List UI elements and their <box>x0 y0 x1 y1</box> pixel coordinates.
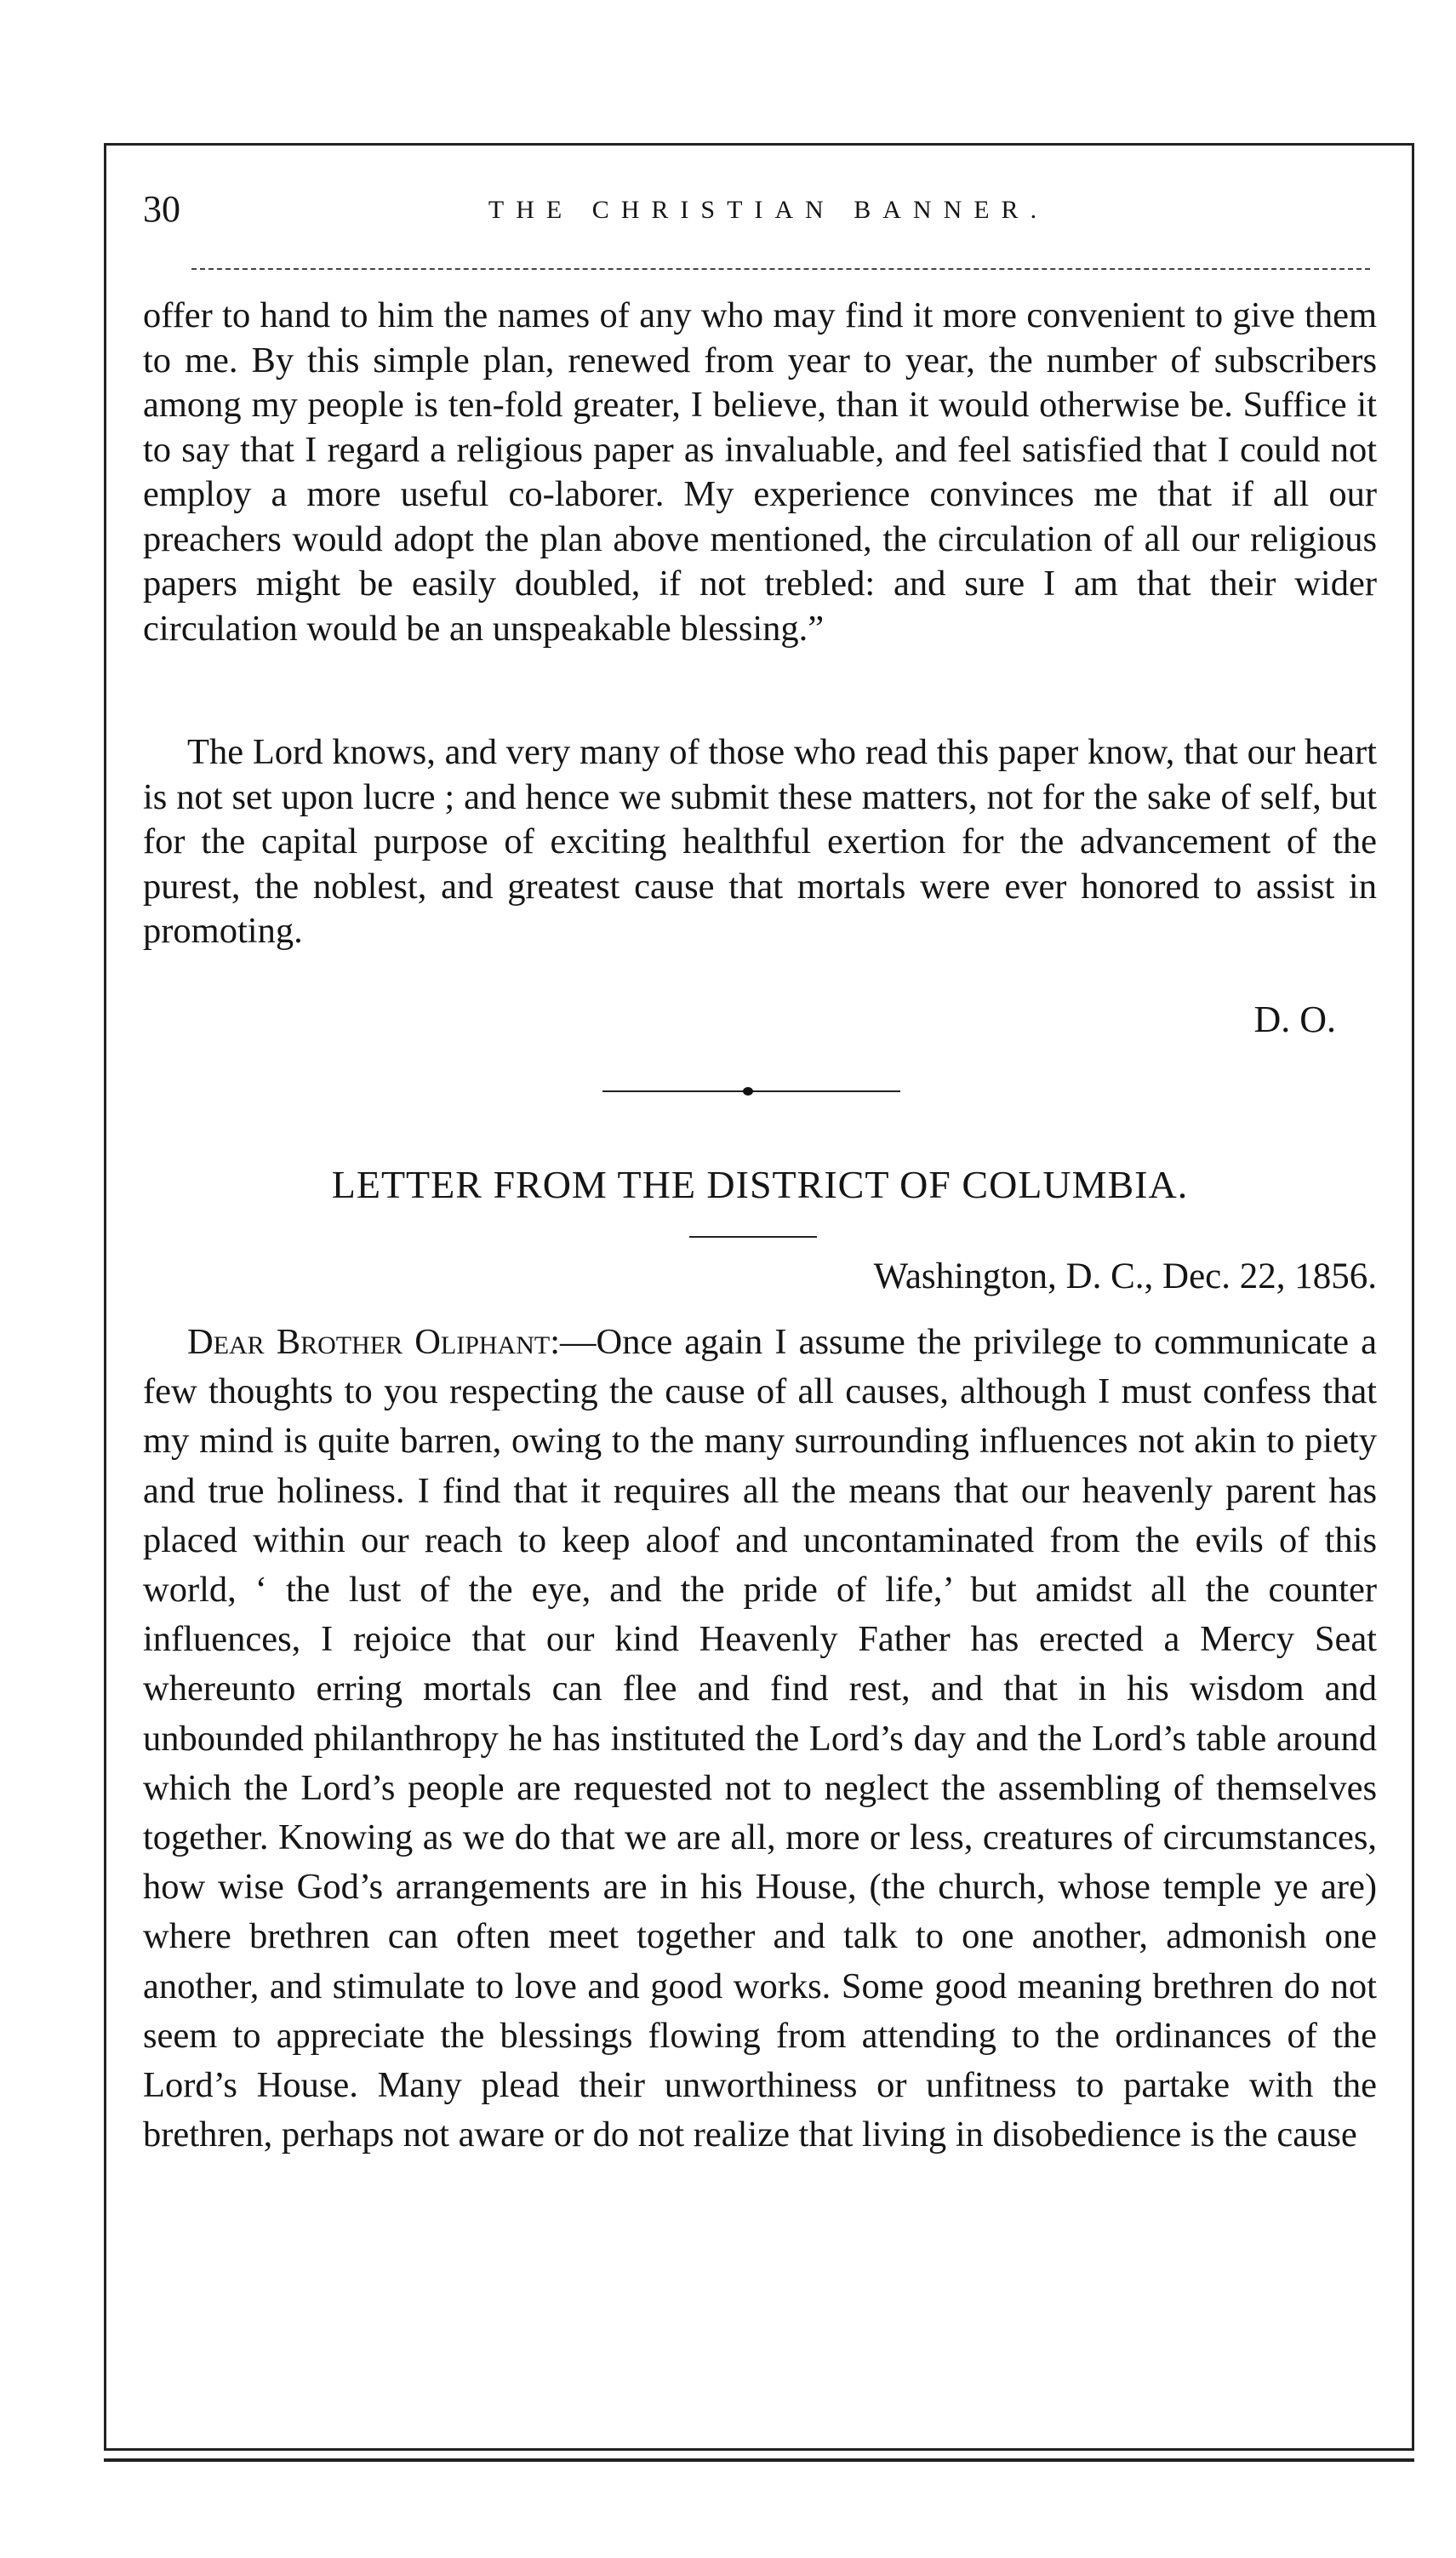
letter-text: :—Once again I assume the privilege to communicate a few thoughts to you respecting the cause of all causes, although I must confess that my mind is quite barren, owing to the many surrounding influences not akin to piety and true holiness. I find that it requires all the means that our heavenly parent has placed within our reach to keep aloof and uncontaminated from the evils of this world, ‘ the lust of the eye, and the pride of life,’ but amidst all the counter influences, I rejoice that our kind Heavenly Father has erected a Mercy Seat whereunto erring mortals can flee and find rest, and that in his wisdom and unbounded philanthropy he has instituted the Lord’s day and the Lord’s table around which the Lord’s people are requested not to neglect the assembling of themselves together. Knowing as we do that we are all, more or less, creatures of circumstances, how wise God’s arrangements are in his House, (the church, whose temple ye are) where brethren can often meet together and talk to one another, admonish one another, and stimulate to love and good works. Some good meaning brethren do not seem to appreciate the blessings flowing from attending to the ordinances of the Lord’s House. Many plead their unworthiness or unfitness to partake with the brethren, perhaps not aware or do not realize that living in disobedience is the cause <box>143 1322 1377 2155</box>
page-number: 30 <box>143 188 180 230</box>
dateline: Washington, D. C., Dec. 22, 1856. <box>873 1256 1377 1296</box>
header-rule <box>191 268 1370 270</box>
paragraph-text: The Lord knows, and very many of those who read this paper know, that our heart is not set upon lucre ; and hence we submit these matters, not for the sake of self, but for the capital purpose of exciting healthful exertion for the advancement of the purest, the noblest, and greatest cause that mortals were ever honored to assist in promoting. <box>143 732 1377 951</box>
running-title: THE CHRISTIAN BANNER. <box>488 196 1049 224</box>
signature: D. O. <box>1253 999 1336 1040</box>
section-divider-ornament <box>602 1085 900 1097</box>
bottom-rule <box>104 2448 1414 2451</box>
letter-body <box>143 1318 1377 2160</box>
divider-dot-icon <box>743 1087 753 1096</box>
page-header <box>143 187 1394 238</box>
article-title: LETTER FROM THE DISTRICT OF COLUMBIA. <box>331 1163 1189 1206</box>
continued-paragraph <box>143 294 1377 651</box>
paragraph-text: offer to hand to him the names of any who may find it more convenient to give them to me. By this simple plan, renewed from year to year, the number of subscribers among my people is ten-fold greater, I believe, than it would otherwise be. Suffice it to say that I regard a religious paper as invaluable, and feel satisfied that I could not employ a more useful co-laborer. My experience convinces me that if all our preachers would adopt the plan above mentioned, the circulation of all our religious papers might be easily doubled, if not trebled: and sure I am that their wider circulation would be an unspeakable blessing.” <box>143 295 1377 649</box>
title-rule <box>689 1236 817 1238</box>
salutation: Dear Brother Oliphant <box>187 1322 551 1362</box>
letter-paragraph <box>143 1318 1377 2160</box>
closing-paragraph <box>143 730 1377 954</box>
bottom-rule-thick <box>104 2458 1414 2462</box>
